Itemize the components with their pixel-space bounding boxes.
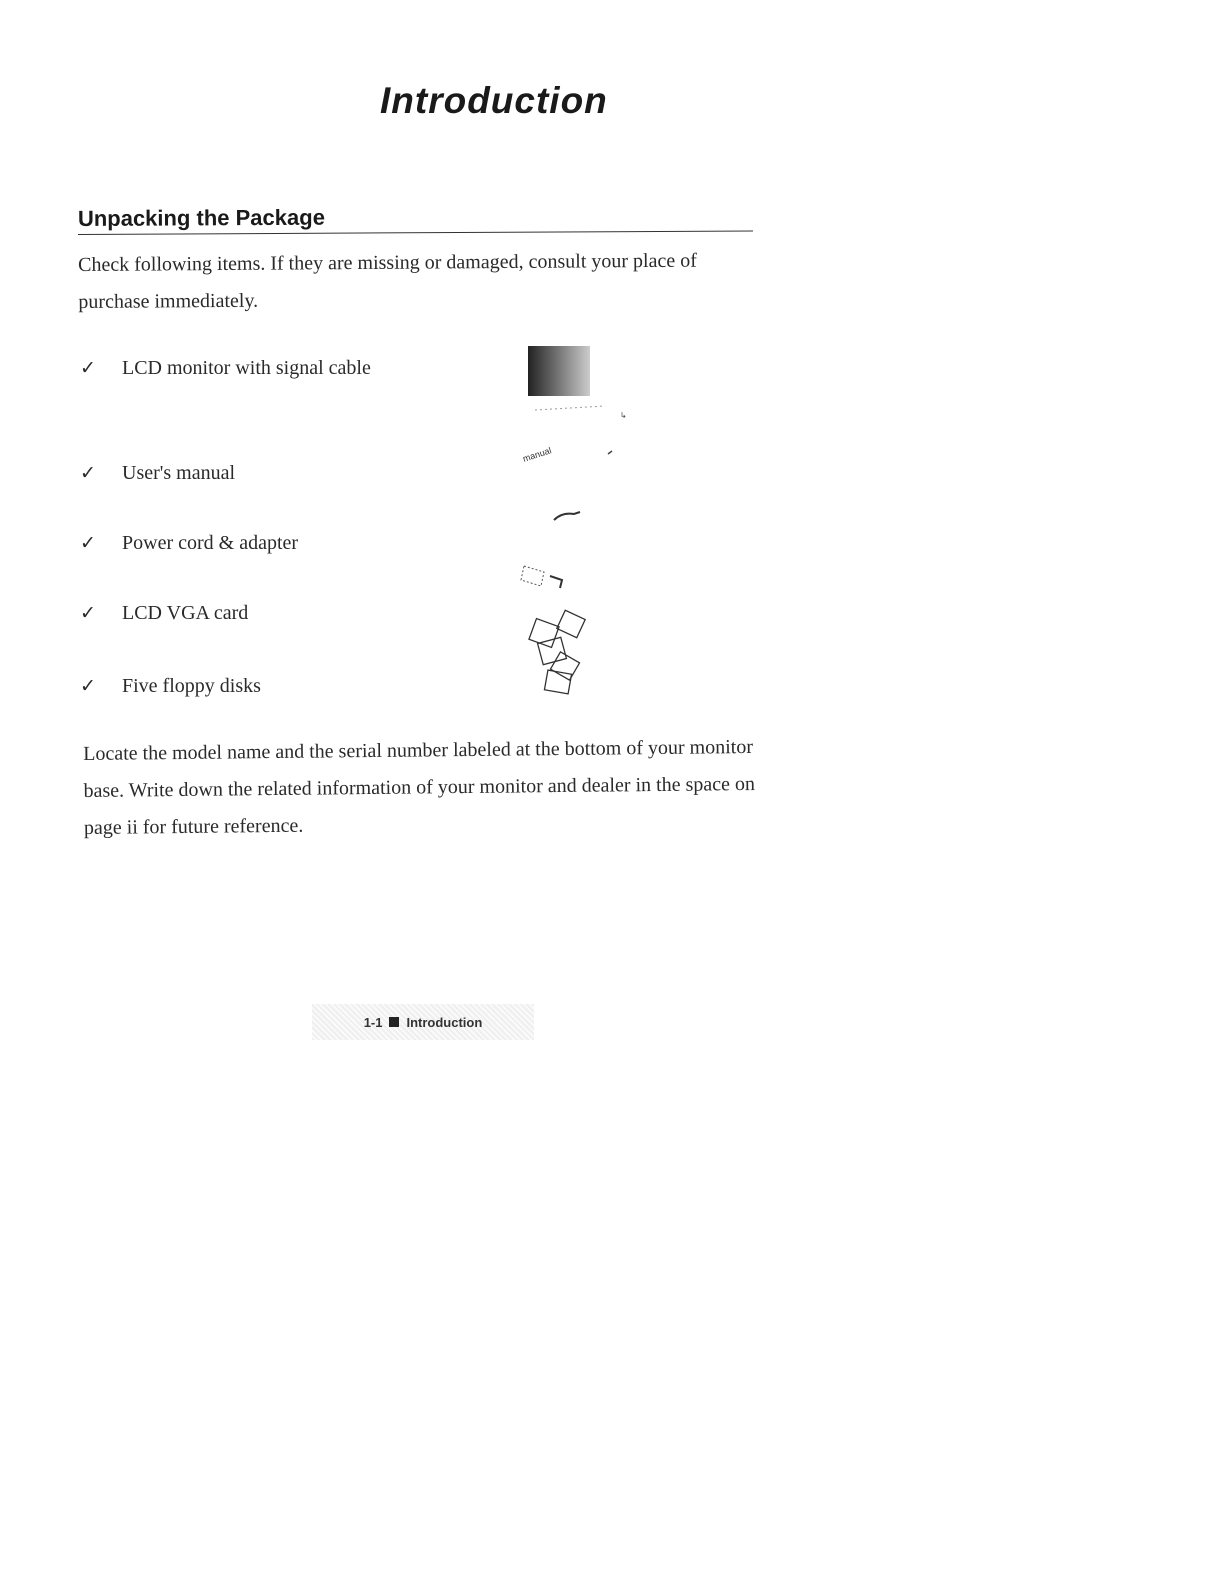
checklist-item — [80, 350, 382, 387]
section-heading-text: Unpacking the Package — [77, 204, 325, 232]
section-heading — [78, 202, 753, 235]
checklist-item-text: LCD VGA card — [122, 602, 249, 624]
page-footer — [312, 1004, 534, 1040]
checklist-item — [80, 668, 382, 705]
manual-label: manual — [521, 445, 553, 464]
checkmark-icon: ✓ — [80, 603, 96, 624]
users-manual-icon — [522, 445, 612, 464]
checklist-item-text: User's manual — [122, 462, 236, 484]
intro-paragraph: Check following items. If they are missing or damaged, consult your place of purchase immediately. — [78, 249, 697, 313]
checkmark-icon: ✓ — [80, 463, 96, 484]
footer-square-icon — [389, 1017, 399, 1027]
power-cord-icon — [510, 512, 580, 548]
footer-chapter-name: Introduction — [406, 1014, 483, 1030]
footer-page-number: 1-1 — [363, 1014, 383, 1030]
checklist-item-text: Power cord & adapter — [122, 532, 299, 554]
closing-paragraph: Locate the model name and the serial number labeled at the bottom of your monitor base. Write down the related information of your monitor and dealer in the space on page ii for future reference. — [83, 735, 756, 839]
checklist-item-text: LCD monitor with signal cable — [122, 357, 371, 379]
checklist-item — [80, 595, 382, 632]
checklist-item — [80, 525, 382, 562]
vga-card-icon — [521, 566, 562, 588]
svg-text:↳: ↳ — [620, 411, 627, 420]
checkmark-icon: ✓ — [80, 533, 96, 554]
floppy-disks-icon — [529, 610, 585, 694]
page-title: Introduction — [380, 80, 608, 121]
checkmark-icon: ✓ — [80, 676, 96, 697]
checklist-item-text: Five floppy disks — [122, 675, 261, 697]
lcd-monitor-icon — [528, 346, 627, 420]
checklist-item — [80, 455, 382, 492]
package-contents-illustration — [510, 340, 650, 700]
checkmark-icon: ✓ — [80, 358, 96, 379]
